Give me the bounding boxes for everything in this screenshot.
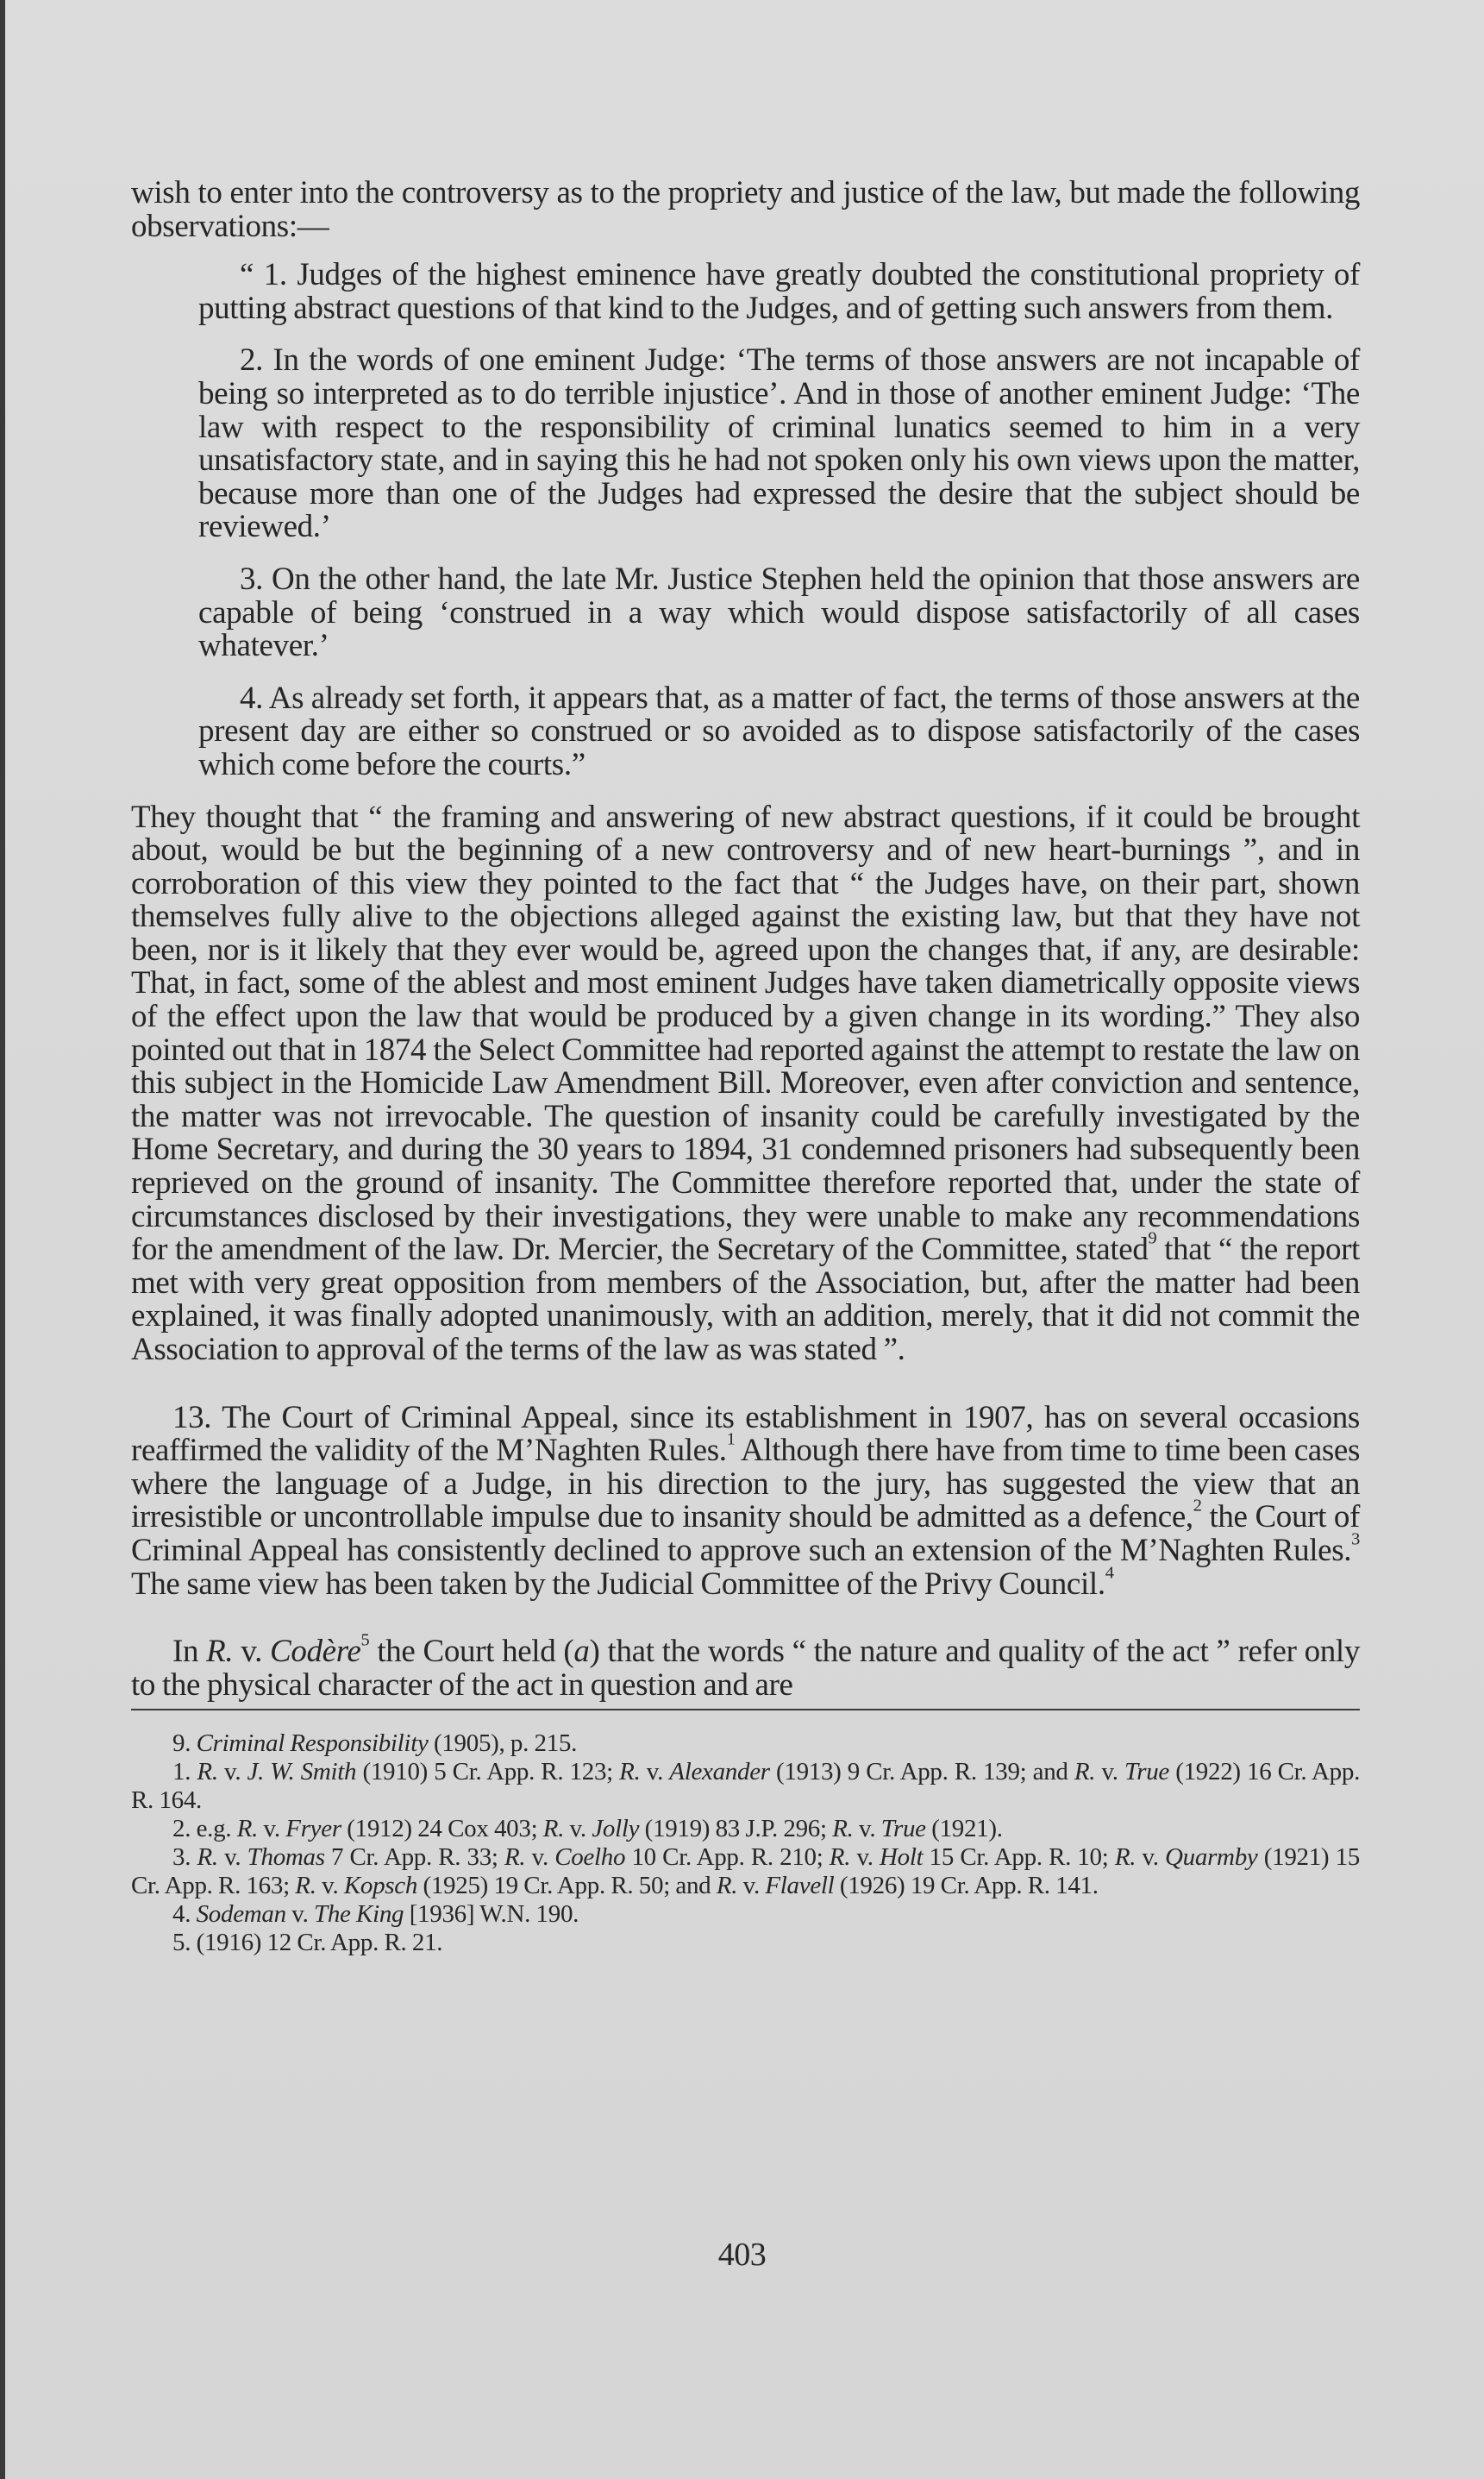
footnote-text: v. xyxy=(850,1843,880,1872)
footnote-case-name: True xyxy=(880,1815,926,1843)
footnote-case-name: Kopsch xyxy=(343,1872,418,1900)
committee-paragraph xyxy=(131,801,1360,1367)
footnote-ref-9[interactable]: 9 xyxy=(1148,1228,1157,1248)
footnote-text: (1925) 19 Cr. App. R. 50; and xyxy=(417,1872,717,1900)
s13-text-4: The same view has been taken by the Judicial Committee of the Privy Council. xyxy=(131,1566,1105,1602)
footnote-ref-1[interactable]: 1 xyxy=(726,1429,736,1449)
footnote-case-name: J. W. Smith xyxy=(247,1758,357,1786)
footnote-text: (1913) 9 Cr. App. R. 139; and xyxy=(769,1758,1074,1786)
footnote-text: (1921). xyxy=(925,1815,1003,1843)
footnote-case-name: Criminal Responsibility xyxy=(196,1729,429,1758)
footnote-text: (1910) 5 Cr. App. R. 123; xyxy=(356,1758,620,1786)
footnote-case-name: True xyxy=(1124,1758,1169,1786)
footnote-case-name: Holt xyxy=(880,1843,924,1872)
footnote-text: v. xyxy=(258,1815,286,1843)
footnote-text: v. xyxy=(316,1872,344,1900)
footnote-case-name: R. xyxy=(1114,1843,1136,1872)
footnote-case-name: R. xyxy=(832,1815,854,1843)
s13-text-2: Although there have from time to time been cases where the language of a Judge, in his direction to the jury, has suggested the view that an irresistible or uncontrollable impulse due to insanity should be admitted as a defence, xyxy=(131,1433,1361,1535)
footnote-case-name: Coelho xyxy=(554,1843,626,1872)
footnote-number: 5. xyxy=(172,1929,191,1957)
footnote-case-name: R. xyxy=(295,1872,316,1900)
observation-2: 2. In the words of one eminent Judge: ‘The terms of those answers are not incapable of being so interpreted as to do terrible injustice’. And in those of another eminent Judge: ‘The law with respect to the responsibility of criminal lunatics seemed to him in a very unsatisfactory state, and in saying this he had not spoken only his own views upon the matter, because more than one of the Judges had expressed the desire that the subject should be reviewed.’ xyxy=(198,342,1360,545)
footnote-number: 9. xyxy=(172,1729,191,1758)
footnote-item xyxy=(131,1843,1360,1900)
footnote-text: (1922) 16 Cr. App. R. 164. xyxy=(131,1758,1361,1815)
footnote-ref-2[interactable]: 2 xyxy=(1193,1497,1202,1516)
footnote-ref-4[interactable]: 4 xyxy=(1105,1563,1114,1583)
footnote-case-name: R. xyxy=(236,1815,259,1843)
footnote-text: (1926) 19 Cr. App. R. 141. xyxy=(834,1872,1099,1900)
footnotes xyxy=(131,1729,1360,1957)
footnote-divider xyxy=(131,1709,1360,1710)
footnote-text: [1936] W.N. 190. xyxy=(404,1900,579,1929)
footnote-case-name: Sodeman xyxy=(196,1900,286,1929)
footnote-case-name: Thomas xyxy=(247,1843,325,1872)
footnote-text: v. xyxy=(1095,1758,1124,1786)
footnote-text: v. xyxy=(217,1843,247,1872)
footnote-text: e.g. xyxy=(191,1815,237,1843)
committee-text-2: that “ the report met with very great opposition from members of the Association, but, after the matter had been explained, it was finally adopted unanimously, with an addition, merely, that it did not commit the Association to approval of the terms of the law as was stated ”. xyxy=(131,1232,1360,1367)
case-v: v. xyxy=(233,1634,271,1670)
committee-text-1: They thought that “ the framing and answering of new abstract questions, if it could be brought about, would be but the beginning of a new controversy and of new heart-burnings ”, and in corroboration of this view they pointed to the fact that “ the Judges have, on their part, shown themselves fully alive to the objections alleged against the existing law, but that they have not been, nor is it likely that they ever would be, agreed upon the changes that, if any, are desirable: That, in fact, some of the ablest and most eminent Judges have taken diametrically opposite views of the effect upon the law that would be produced by a given change in its wording.” They also pointed out that in 1874 the Select Committee had reported against the attempt to restate the law on this subject in the Homicide Law Amendment Bill. Moreover, even after conviction and sentence, the matter was not irrevocable. The question of insanity could be carefully investigated by the Home Secretary, and during the 30 years to 1894, 31 condemned prisoners had subsequently been reprieved on the ground of insanity. The Committee therefore reported that, under the state of circumstances disclosed by their investigations, they were unable to make any recommendations for the amendment of the law. Dr. Mercier, the Secretary of the Committee, stated xyxy=(131,799,1360,1268)
footnote-text: v. xyxy=(1136,1843,1166,1872)
page-number: 403 xyxy=(717,2237,767,2273)
footnote-text: v. xyxy=(525,1843,555,1872)
footnote-text: v. xyxy=(564,1815,592,1843)
footnote-case-name: Alexander xyxy=(669,1758,770,1786)
s13-text-3: the Court of Criminal Appeal has consistently declined to approve such an extension of the M’Naghten Rules. xyxy=(131,1499,1360,1568)
footnote-item xyxy=(131,1900,1360,1929)
footnote-item xyxy=(131,1758,1360,1815)
footnote-ref-3[interactable]: 3 xyxy=(1351,1529,1360,1549)
observation-4: 4. As already set forth, it appears that, as a matter of fact, the terms of those answers at the present day are either so construed or so avoided as to dispose satisfactorily of the cases which come before the courts.” xyxy=(198,680,1360,782)
page-body xyxy=(131,177,1360,1957)
footnote-text: v. xyxy=(640,1758,670,1786)
section-13-paragraph xyxy=(131,1399,1361,1602)
footnote-number: 2. xyxy=(172,1815,191,1843)
footnote-text: (1919) 83 J.P. 296; xyxy=(639,1815,833,1843)
footnote-item xyxy=(131,1815,1360,1843)
intro-paragraph: wish to enter into the controversy as to the propriety and justice of the law, but made the following observations:— xyxy=(131,175,1360,244)
footnote-text: (1912) 24 Cox 403; xyxy=(341,1815,543,1843)
footnote-item xyxy=(131,1929,1360,1957)
footnote-case-name: R. xyxy=(504,1843,526,1872)
case-name-codere: Codère xyxy=(270,1634,361,1670)
footnote-text: 7 Cr. App. R. 33; xyxy=(324,1843,504,1872)
footnote-text: (1905), p. 215. xyxy=(428,1729,578,1758)
footnote-case-name: The King xyxy=(314,1900,404,1929)
footnote-case-name: Jolly xyxy=(592,1815,640,1843)
footnote-item xyxy=(131,1729,1360,1758)
footnote-number: 1. xyxy=(172,1758,191,1786)
codere-prefix: In xyxy=(172,1634,207,1670)
footnote-text: v. xyxy=(285,1900,314,1929)
footnote-ref-5[interactable]: 5 xyxy=(360,1630,370,1650)
footnote-number: 3. xyxy=(172,1843,191,1872)
s13-text-1: 13. The Court of Criminal Appeal, since its establishment in 1907, has on several occasions reaffirmed the validity of the M’Naghten Rules. xyxy=(131,1399,1360,1469)
case-r: R. xyxy=(206,1634,234,1670)
observation-1: “ 1. Judges of the highest eminence have greatly doubted the constitutional propriety of putting abstract questions of that kind to the Judges, and of getting such answers from them. xyxy=(198,257,1360,326)
observation-3: 3. On the other hand, the late Mr. Justice Stephen held the opinion that those answers are capable of being ‘construed in a way which would dispose satisfactorily of all cases whatever.’ xyxy=(198,561,1360,664)
footnote-text: v. xyxy=(737,1872,766,1900)
page-binding-edge xyxy=(0,0,5,2479)
footnote-case-name: R. xyxy=(542,1815,565,1843)
codere-paragraph xyxy=(131,1630,1360,1703)
footnote-case-name: Quarmby xyxy=(1165,1843,1258,1872)
footnote-case-name: R. xyxy=(1074,1758,1096,1786)
footnote-case-name: R. xyxy=(197,1843,218,1872)
footnote-text: (1921) 15 Cr. App. R. 163; xyxy=(131,1843,1360,1900)
codere-rest: ) that the words “ the nature and quality of the act ” refer only to the physical character of the act in question and are xyxy=(131,1634,1360,1703)
codere-a: a xyxy=(573,1634,590,1670)
footnote-case-name: R. xyxy=(197,1758,218,1786)
codere-mid: the Court held ( xyxy=(369,1634,574,1670)
footnote-case-name: R. xyxy=(829,1843,851,1872)
footnote-text: v. xyxy=(217,1758,247,1786)
observations-quote xyxy=(131,259,1360,781)
footnote-text: 10 Cr. App. R. 210; xyxy=(625,1843,830,1872)
footnote-text: v. xyxy=(853,1815,881,1843)
footnote-text: 15 Cr. App. R. 10; xyxy=(923,1843,1115,1872)
footnote-case-name: R. xyxy=(716,1872,738,1900)
footnote-text: (1916) 12 Cr. App. R. 21. xyxy=(191,1929,443,1957)
footnote-number: 4. xyxy=(172,1900,191,1929)
footnote-case-name: Fryer xyxy=(285,1815,341,1843)
footnote-case-name: Flavell xyxy=(765,1872,835,1900)
footnote-case-name: R. xyxy=(619,1758,641,1786)
